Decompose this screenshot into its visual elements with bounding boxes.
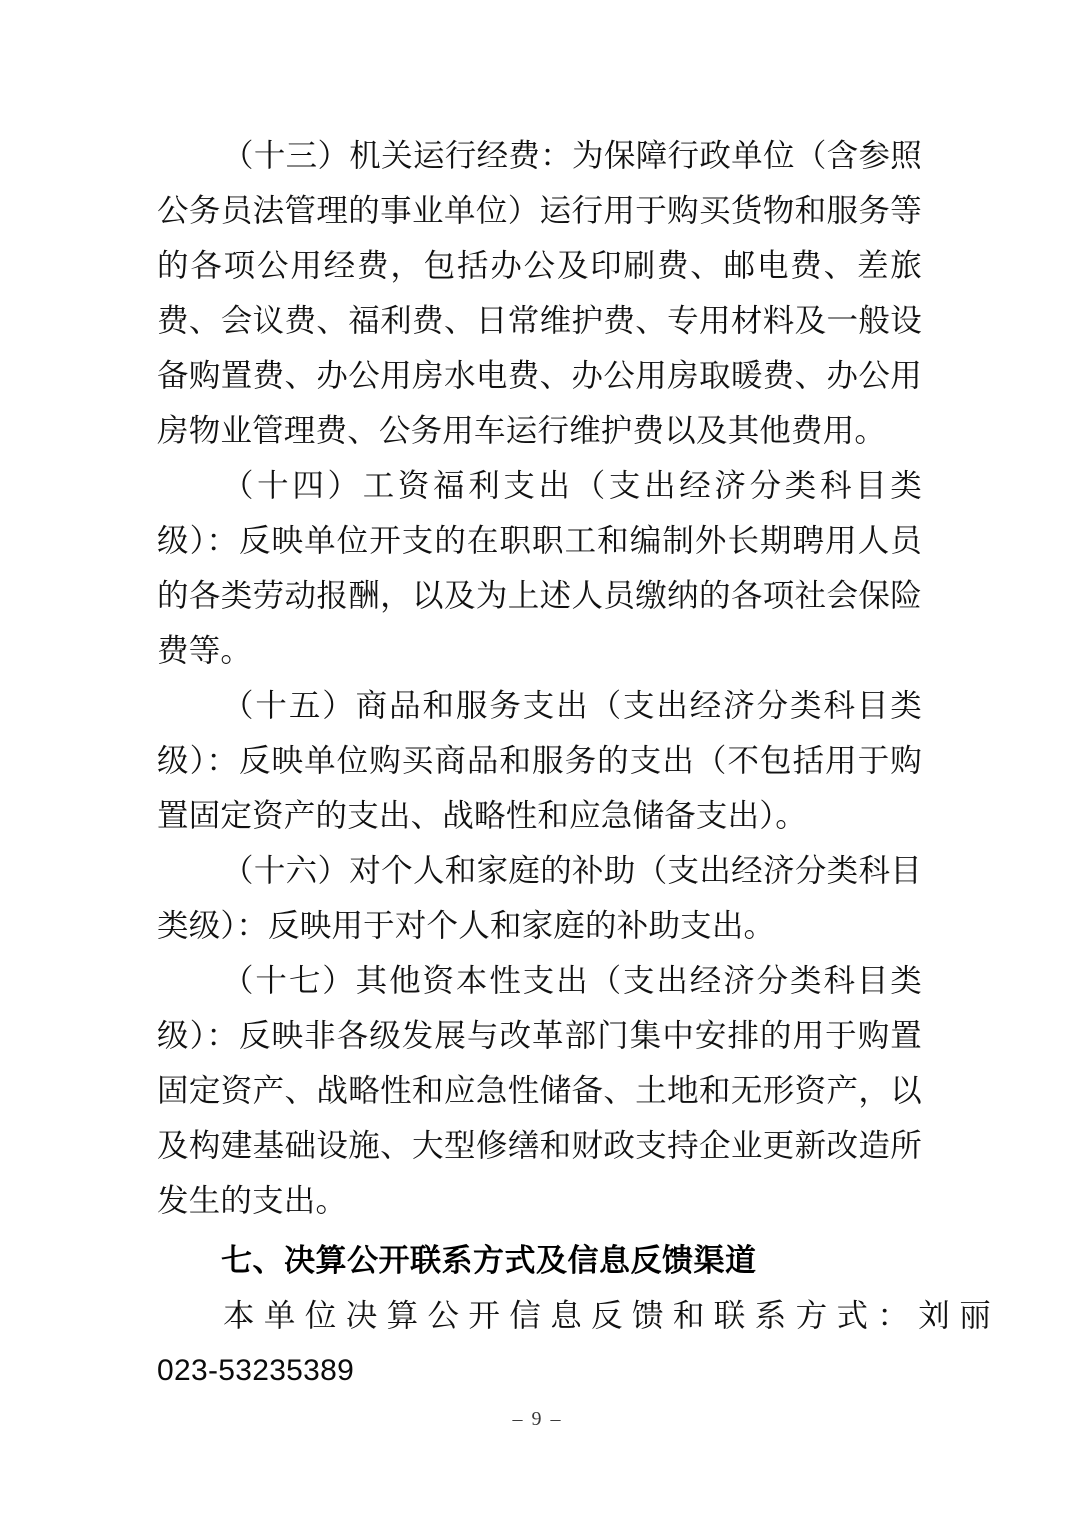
section-heading-seven: 七、决算公开联系方式及信息反馈渠道: [221, 1243, 757, 1278]
paragraph-item-17: （十七）其他资本性支出（支出经济分类科目类级）：反映非各级发展与改革部门集中安排的用于购置固定资产、战略性和应急性储备、土地和无形资产，以及构建基础设施、大型修缮和财政支持企业更新改造所发生的支出。: [157, 963, 922, 1218]
paragraph-item-16: （十六）对个人和家庭的补助（支出经济分类科目类级）：反映用于对个人和家庭的补助支出。: [157, 853, 922, 943]
page-number-footer: – 9 –: [512, 1408, 563, 1430]
contact-phone-number: 023-53235389: [157, 1354, 355, 1387]
paragraph-item-13: （十三）机关运行经费：为保障行政单位（含参照公务员法管理的事业单位）运行用于购买货物和服务等的各项公用经费，包括办公及印刷费、邮电费、差旅费、会议费、福利费、日常维护费、专用材料及一般设备购置费、办公用房水电费、办公用房取暖费、办公用房物业管理费、公务用车运行维护费以及其他费用。: [157, 138, 922, 448]
contact-information-line: 本单位决算公开信息反馈和联系方式：刘丽: [223, 1298, 1001, 1333]
page-content: [157, 128, 1001, 1398]
paragraph-item-15: （十五）商品和服务支出（支出经济分类科目类级）：反映单位购买商品和服务的支出（不包括用于购置固定资产的支出、战略性和应急储备支出）。: [157, 688, 922, 833]
paragraph-item-14: （十四）工资福利支出（支出经济分类科目类级）：反映单位开支的在职职工和编制外长期聘用人员的各类劳动报酬，以及为上述人员缴纳的各项社会保险费等。: [157, 468, 922, 668]
